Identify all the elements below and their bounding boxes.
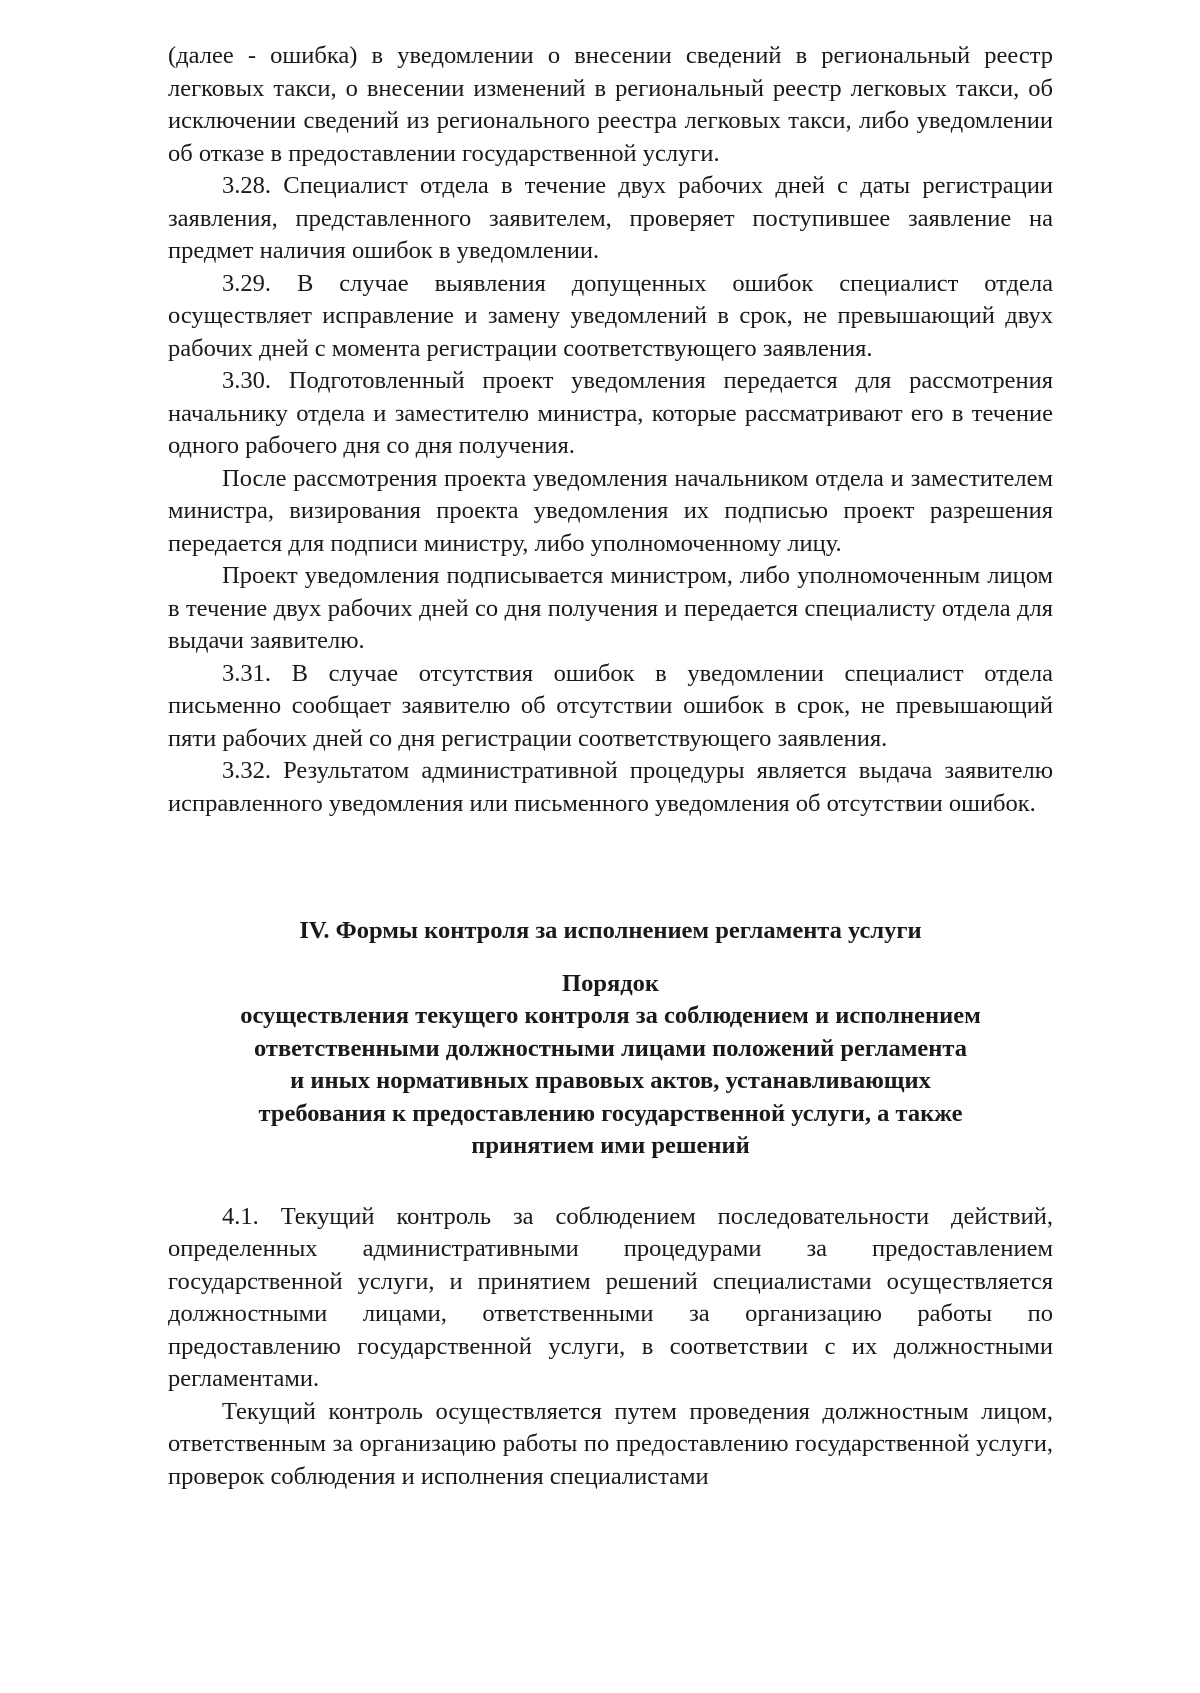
paragraph-3-29: 3.29. В случае выявления допущенных ошибок специалист отдела осуществляет исправление и замену уведомлений в срок, не превышающий двух рабочих дней с момента регистрации соответствующего заявления. — [168, 269, 1053, 362]
paragraph-3-30: 3.30. Подготовленный проект уведомления передается для рассмотрения начальнику отдела и заместителю министра, которые рассматривают его в течение одного рабочего дня со дня получения. — [168, 367, 1053, 459]
paragraph-3-28: 3.28. Специалист отдела в течение двух рабочих дней с даты регистрации заявления, представленного заявителем, проверяет поступившее заявление на предмет наличия ошибок в уведомлении. — [168, 172, 1053, 264]
paragraph-3-31: 3.31. В случае отсутствия ошибок в уведомлении специалист отдела письменно сообщает заявителю об отсутствии ошибок в срок, не превышающий пяти рабочих дней со дня регистрации соответствующего заявления. — [168, 659, 1053, 752]
paragraph-4-1: 4.1. Текущий контроль за соблюдением последовательности действий, определенных административными процедурами за предоставлением государственной услуги, и принятием решений специалистами осуществляется должностными лицами, ответственными за организацию работы по предоставлению государственной услуги, в соответствии с их должностными регламентами. — [168, 1202, 1053, 1392]
paragraph-review: После рассмотрения проекта уведомления начальником отдела и заместителем министра, визирования проекта уведомления их подписью проект разрешения передается для подписи министру, либо уполномоченному лицу. — [168, 464, 1053, 557]
paragraph-continuation: (далее - ошибка) в уведомлении о внесении сведений в региональный реестр легковых такси, о внесении изменений в региональный реестр легковых такси, об исключении сведений из регионального реестра легковых такси, либо уведомлении об отказе в предоставлении государственной услуги. — [168, 42, 1053, 167]
document-page — [168, 40, 1053, 1493]
subsection-title: Порядок — [562, 969, 659, 997]
paragraph-current-control: Текущий контроль осуществляется путем проведения должностным лицом, ответственным за организацию работы по предоставлению государственной услуги, проверок соблюдения и исполнения специалистами — [168, 1397, 1053, 1490]
section-title: IV. Формы контроля за исполнением регламента услуги — [299, 917, 922, 944]
subsection-subtitle: осуществления текущего контроля за соблюдением и исполнением ответственными должностными лицами положений регламента и иных нормативных правовых актов, устанавливающих требования к предоставлению государственной услуги, а также принятием ими решений — [240, 1002, 981, 1159]
paragraph-3-32: 3.32. Результатом административной процедуры является выдача заявителю исправленного уведомления или письменного уведомления об отсутствии ошибок. — [168, 757, 1053, 817]
paragraph-signing: Проект уведомления подписывается министром, либо уполномоченным лицом в течение двух рабочих дней со дня получения и передается специалисту отдела для выдачи заявителю. — [168, 562, 1053, 654]
